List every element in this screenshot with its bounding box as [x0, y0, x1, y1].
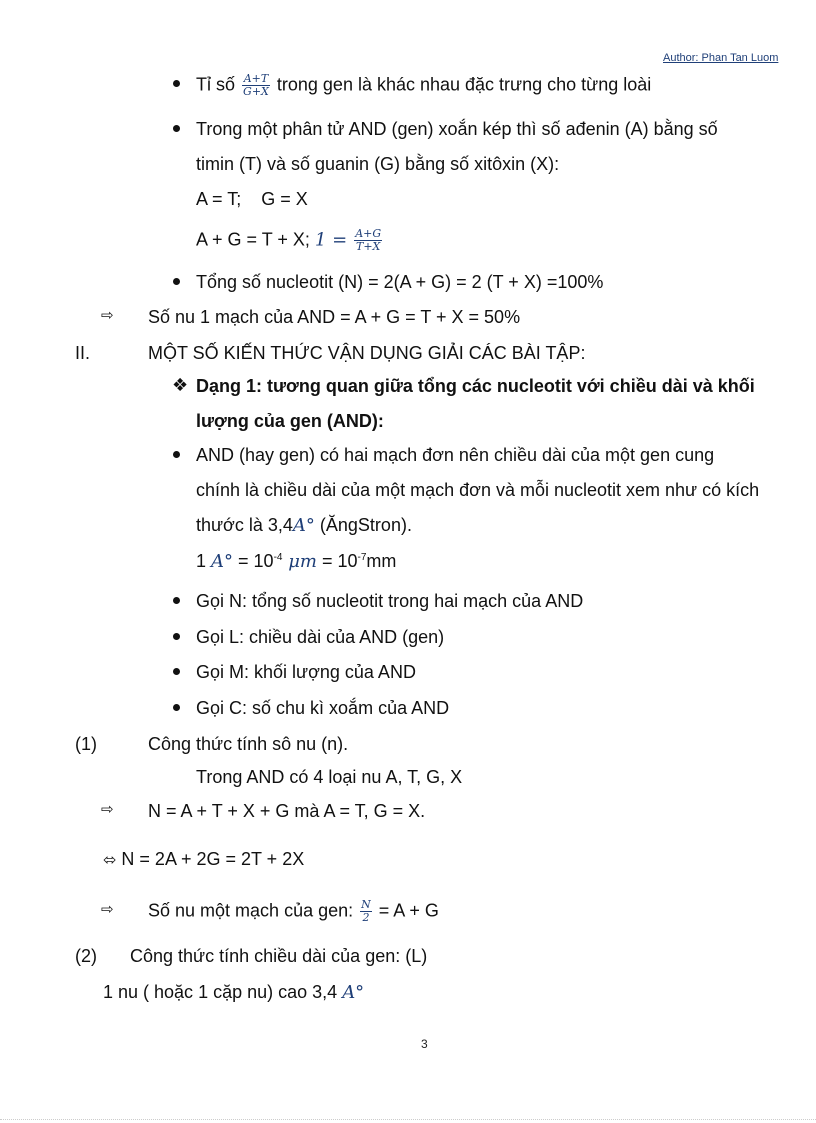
text: Số nu một mạch của gen:: [148, 900, 354, 921]
text-line: timin (T) và số guanin (G) bằng số xitôxin (X):: [196, 154, 560, 174]
bullet-dot: [173, 451, 180, 458]
arrow-icon: ⇨: [101, 307, 114, 324]
text-line: Trong một phân tử AND (gen) xoắn kép thì số ađenin (A) bằng số: [196, 119, 718, 139]
ratio-line: [196, 73, 651, 98]
text: = 10: [316, 551, 358, 571]
text-line: [196, 514, 412, 537]
micrometer-symbol: μm: [282, 551, 317, 572]
text-line: AND (hay gen) có hai mạch đơn nên chiều dài của một gen cung: [196, 445, 715, 465]
item-number: (1): [75, 734, 97, 754]
text: = 10: [233, 551, 274, 571]
text: 1: [196, 551, 212, 571]
bullet-dot: [173, 668, 180, 675]
text: mm: [366, 551, 397, 571]
equivalence-icon: ⬄: [103, 850, 117, 869]
bullet-dot: [173, 80, 180, 87]
half-fraction: $\frac{N}{2}$: [361, 898, 371, 924]
bullet-dot: [173, 125, 180, 132]
section-number: II.: [75, 343, 91, 363]
exponent: -4: [273, 552, 283, 563]
text-line: [103, 981, 364, 1004]
text-line: Công thức tính sô nu (n).: [148, 734, 349, 754]
bullet-dot: [173, 633, 180, 640]
text: N = 2A + 2G = 2T + 2X: [121, 849, 305, 869]
text-line: Gọi M: khối lượng của AND: [196, 662, 416, 682]
math-text: 1 =: [314, 229, 348, 251]
item-number: (2): [75, 946, 97, 966]
text: Tỉ số: [196, 74, 236, 95]
text-line: Công thức tính chiều dài của gen: (L): [130, 946, 428, 966]
text: trong gen là khác nhau đặc trưng cho từng loài: [276, 74, 652, 95]
text-line: Gọi N: tổng số nucleotit trong hai mạch của AND: [196, 591, 584, 611]
equation-line: [196, 228, 384, 253]
text-line: Tổng số nucleotit (N) = 2(A + G) = 2 (T + X) =100%: [196, 272, 604, 292]
angstrom-symbol: A°: [342, 982, 365, 1003]
text: 1 nu ( hoặc 1 cặp nu) cao 3,4: [103, 982, 338, 1002]
text-line: Gọi C: số chu kì xoắm của AND: [196, 698, 450, 718]
text-line: Trong AND có 4 loại nu A, T, G, X: [196, 767, 463, 787]
text: (ĂngStron).: [314, 515, 412, 535]
text: thước là 3,4: [196, 515, 293, 535]
diamond-icon: ❖: [172, 375, 189, 396]
arrow-icon: ⇨: [101, 901, 114, 918]
exponent: -7: [357, 552, 367, 563]
equation-line: A = T; G = X: [196, 189, 308, 209]
section-heading: MỘT SỐ KIẾN THỨC VẬN DỤNG GIẢI CÁC BÀI TẬP:: [148, 343, 586, 363]
equation-line: N = A + T + X + G mà A = T, G = X.: [148, 801, 426, 821]
subheading: lượng của gen (AND):: [196, 411, 384, 431]
ratio-fraction: $\frac{A+T}{G+X}$: [243, 72, 269, 98]
bullet-dot: [173, 704, 180, 711]
ratio-fraction: $\frac{A+G}{T+X}$: [355, 227, 382, 253]
equation-line: [148, 899, 439, 924]
angstrom-symbol: A°: [211, 551, 234, 572]
subheading: Dạng 1: tương quan giữa tổng các nucleotit với chiều dài và khối: [196, 376, 755, 396]
text: = A + G: [378, 900, 439, 921]
page-number: 3: [421, 1037, 428, 1051]
text-line: Số nu 1 mạch của AND = A + G = T + X = 50%: [148, 307, 521, 327]
angstrom-symbol: A°: [292, 515, 315, 536]
text: A + G = T + X;: [196, 229, 310, 250]
equation-line: [196, 550, 396, 573]
text-line: Gọi L: chiều dài của AND (gen): [196, 627, 445, 647]
text-line: chính là chiều dài của một mạch đơn và mỗi nucleotit xem như có kích: [196, 480, 760, 500]
author-credit[interactable]: Author: Phan Tan Luom: [663, 52, 779, 64]
bullet-dot: [173, 278, 180, 285]
equivalence-line: [103, 848, 304, 871]
bullet-dot: [173, 597, 180, 604]
arrow-icon: ⇨: [101, 801, 114, 818]
bottom-divider: [0, 1119, 816, 1120]
